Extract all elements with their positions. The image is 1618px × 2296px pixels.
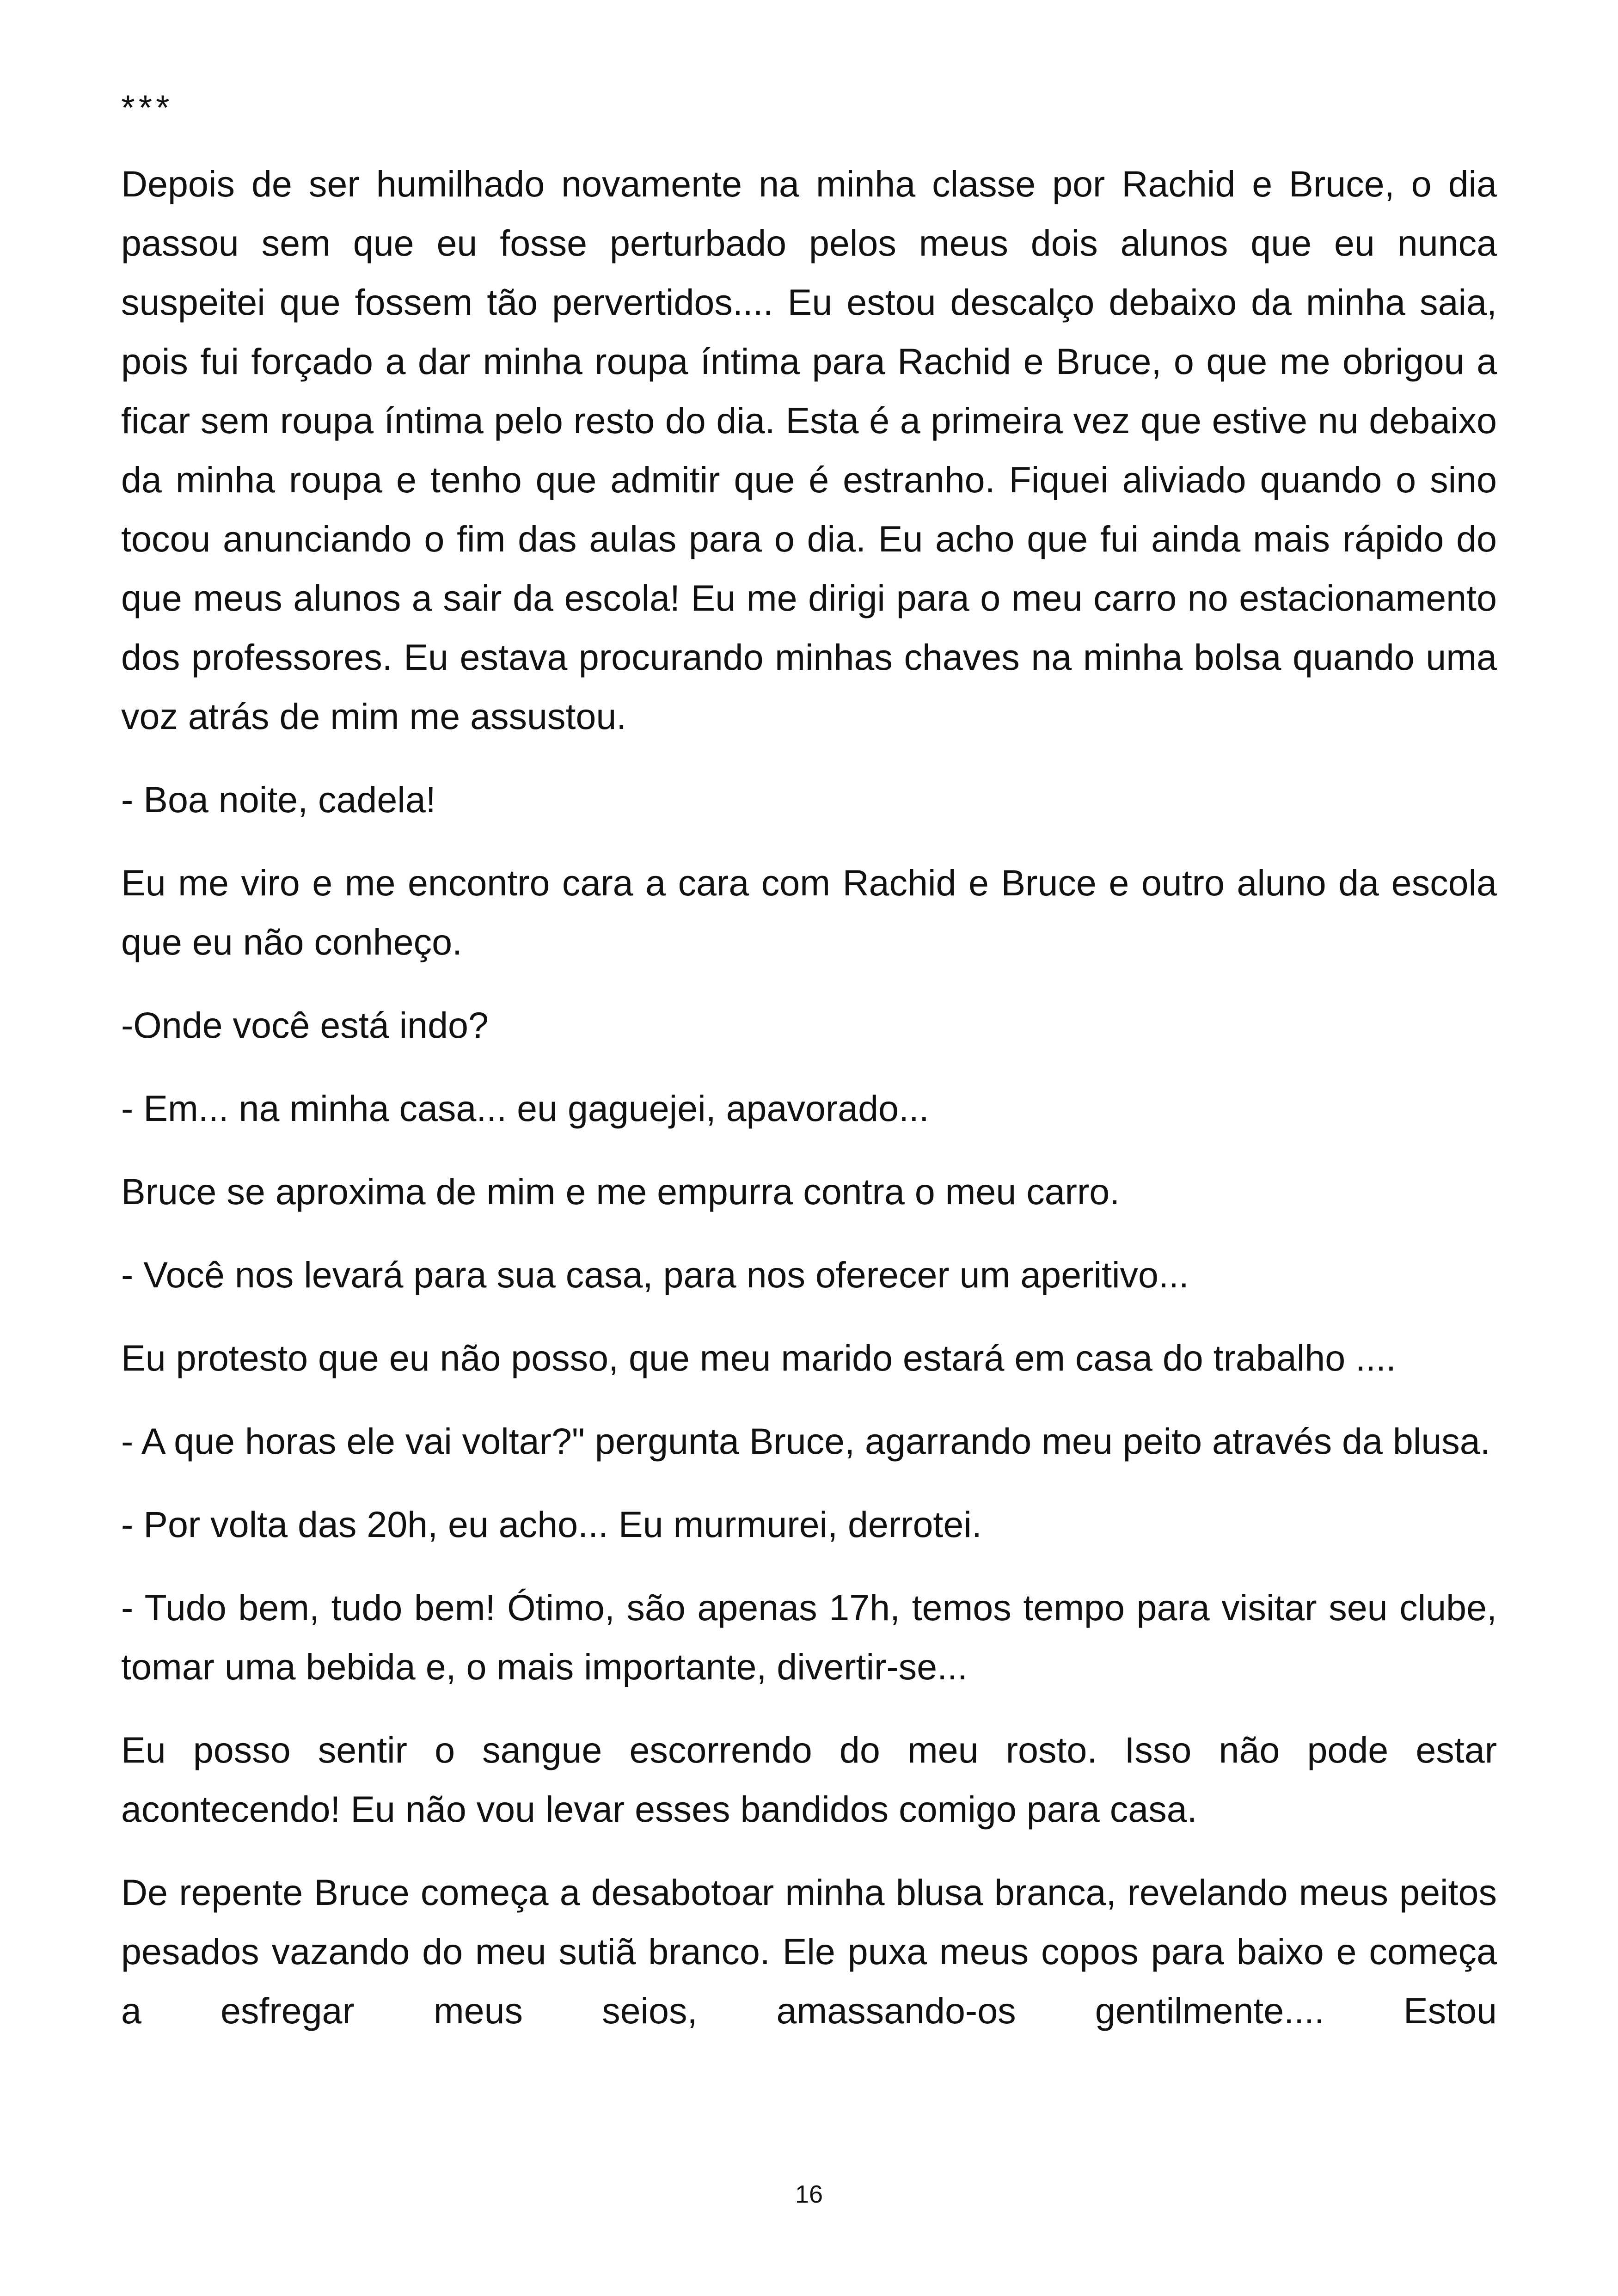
paragraph-9: - A que horas ele vai voltar?" pergunta Bruce, agarrando meu peito através da blusa. [121,1420,1490,1462]
paragraph-4: -Onde você está indo? [121,1004,489,1046]
paragraph-5: - Em... na minha casa... eu gaguejei, apavorado... [121,1088,929,1129]
paragraph-2: - Boa noite, cadela! [121,779,436,820]
paragraph-8: Eu protesto que eu não posso, que meu marido estará em casa do trabalho .... [121,1337,1396,1378]
page-number: 16 [795,2180,823,2208]
document-body [121,79,1497,2064]
paragraph-12: Eu posso sentir o sangue escorrendo do meu rosto. Isso não pode estar acontecendo! Eu não vou levar esses bandidos comigo para casa. [121,1729,1497,1830]
paragraph-1: Depois de ser humilhado novamente na minha classe por Rachid e Bruce, o dia passou sem que eu fosse perturbado pelos meus dois alunos que eu nunca suspeitei que fossem tão pervertidos.... Eu estou descalço debaixo da minha saia, pois fui forçado a dar minha roupa íntima para Rachid e Bruce, o que me obrigou a ficar sem roupa íntima pelo resto do dia. Esta é a primeira vez que estive nu debaixo da minha roupa e tenho que admitir que é estranho. Fiquei aliviado quando o sino tocou anunciando o fim das aulas para o dia. Eu acho que fui ainda mais rápido do que meus alunos a sair da escola! Eu me dirigi para o meu carro no estacionamento dos professores. Eu estava procurando minhas chaves na minha bolsa quando uma voz atrás de mim me assustou. [121,163,1497,737]
section-separator: *** [121,88,173,128]
paragraph-11: - Tudo bem, tudo bem! Ótimo, são apenas 17h, temos tempo para visitar seu clube, tomar uma bebida e, o mais importante, divertir-se... [121,1587,1497,1687]
paragraph-3: Eu me viro e me encontro cara a cara com Rachid e Bruce e outro aluno da escola que eu não conheço. [121,862,1497,962]
paragraph-6: Bruce se aproxima de mim e me empurra contra o meu carro. [121,1171,1120,1212]
paragraph-10: - Por volta das 20h, eu acho... Eu murmurei, derrotei. [121,1504,982,1545]
paragraph-13: De repente Bruce começa a desabotoar minha blusa branca, revelando meus peitos pesados vazando do meu sutiã branco. Ele puxa meus copos para baixo e começa a esfregar meus seios, amassando-os gentilmente.... Estou [121,1872,1497,2031]
paragraph-7: - Você nos levará para sua casa, para nos oferecer um aperitivo... [121,1254,1189,1295]
